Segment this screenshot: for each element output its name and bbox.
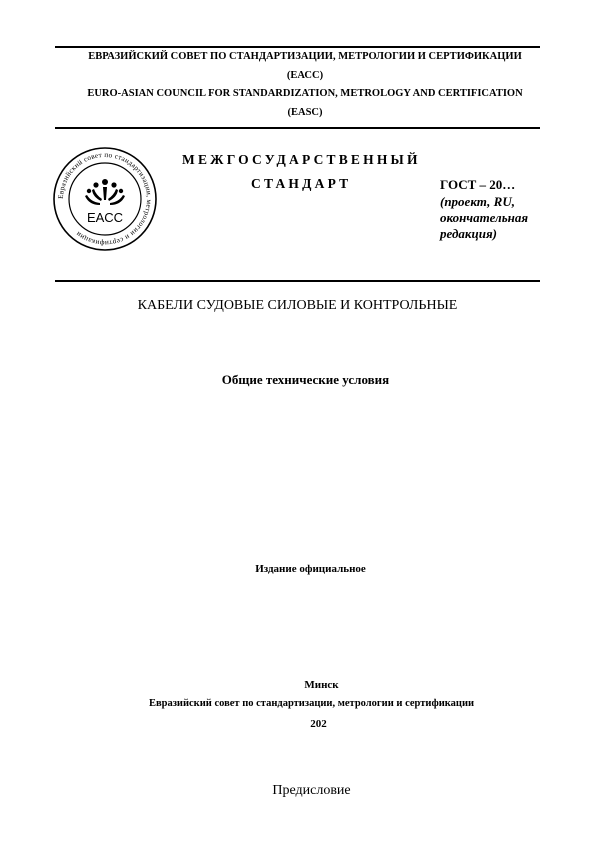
eacc-seal-logo [52, 146, 158, 252]
top-rule [55, 46, 540, 48]
council-name-ru: ЕВРАЗИЙСКИЙ СОВЕТ ПО СТАНДАРТИЗАЦИИ, МЕТРОЛОГИИ И СЕРТИФИКАЦИИ [88, 51, 522, 62]
council-abbr-ru: (ЕАСС) [286, 70, 324, 81]
document-title: КАБЕЛИ СУДОВЫЕ СИЛОВЫЕ И КОНТРОЛЬНЫЕ [137, 298, 458, 313]
emblem-figures-icon [85, 179, 125, 205]
title-rule [55, 280, 540, 282]
status-line3: редакция) [440, 226, 497, 241]
publication-year: 202 [310, 718, 327, 730]
publisher-name: Евразийский совет по стандартизации, метрологии и сертификации [148, 698, 475, 709]
status-line2: окончательная [440, 210, 529, 225]
edition-note: Издание официальное [255, 563, 366, 575]
council-name-en: EURO-ASIAN COUNCIL FOR STANDARDIZATION, METROLOGY AND CERTIFICATION [87, 88, 523, 99]
section-heading-foreword: Предисловие [272, 783, 351, 798]
standard-type-line2: СТАНДАРТ [251, 176, 352, 191]
gost-code: ГОСТ – 20… [440, 177, 516, 192]
seal-eacc-text: EACC [86, 210, 124, 225]
council-abbr-en: (EASC) [287, 107, 323, 118]
standard-type-line1: МЕЖГОСУДАРСТВЕННЫЙ [182, 152, 421, 167]
status-line1: (проект, RU, [440, 194, 515, 209]
seal-ring-text: Евразийский совет по стандартизации, метрологии и сертификации [56, 150, 154, 248]
publication-city: Минск [304, 679, 339, 691]
header-bottom-rule [55, 127, 540, 129]
document-subtitle: Общие технические условия [221, 372, 390, 387]
